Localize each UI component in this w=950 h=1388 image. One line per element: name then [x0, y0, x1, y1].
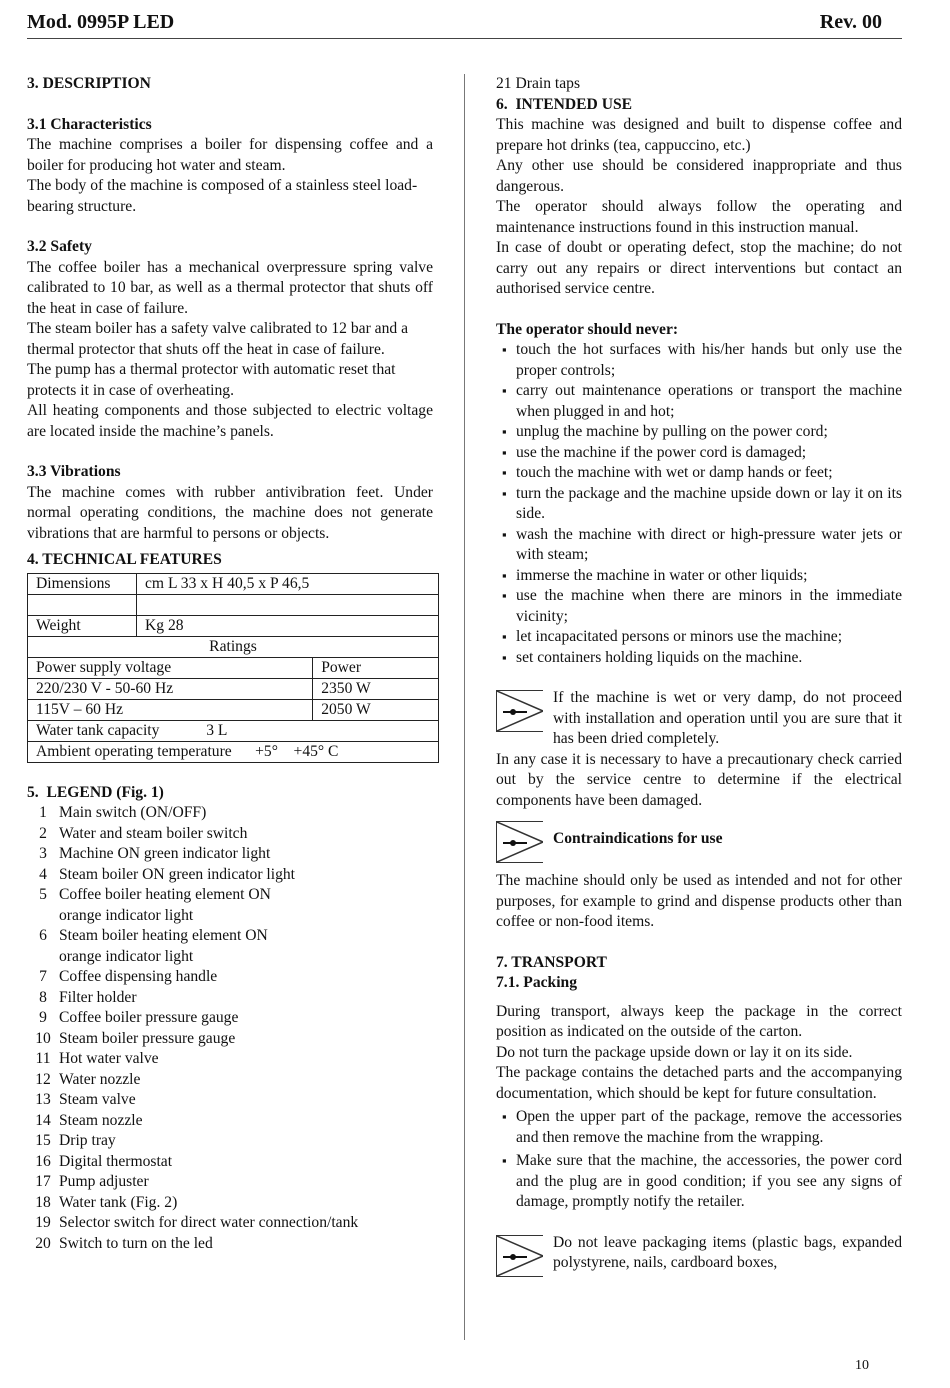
legend-number: 8	[39, 988, 47, 1006]
legend-item	[27, 926, 433, 967]
legend-text: Filter holder	[59, 988, 137, 1006]
legend-item	[27, 1234, 433, 1255]
legend-item	[27, 824, 433, 845]
legend-item	[27, 1029, 433, 1050]
table-row	[28, 573, 439, 594]
table-cell: Dimensions	[28, 573, 137, 594]
paragraph: This machine was designed and built to dispense coffee and prepare hot drinks (tea, cappuccino, etc.)	[496, 116, 902, 154]
table-cell: 2050 W	[313, 699, 439, 720]
section-6-heading: 6. INTENDED USE	[496, 95, 633, 113]
table-row	[28, 699, 439, 720]
legend-number: 10	[35, 1029, 51, 1047]
legend-item	[27, 1172, 433, 1193]
legend-number: 20	[35, 1234, 51, 1252]
table-cell: Power	[313, 657, 439, 678]
paragraph: The pump has a thermal protector with automatic reset that protects it in case of overheating.	[27, 361, 396, 399]
paragraph: The machine comes with rubber antivibration feet. Under normal operating conditions, the machine does not generate vibrations that are harmful to persons or objects.	[27, 483, 433, 542]
table-row	[28, 678, 439, 699]
legend-item	[27, 1090, 433, 1111]
warning-text: Do not leave packaging items (plastic bags, expanded polystyrene, nails, cardboard boxes,	[553, 1233, 902, 1271]
bullet-item: ▪ Make sure that the machine, the accessories, the power cord and the plug are in good condition; if you see any signs of damage, promptly notify the retailer.	[496, 1151, 902, 1213]
paragraph: Any other use should be considered inappropriate and thus dangerous.	[496, 157, 902, 195]
legend-text: Steam boiler ON green indicator light	[59, 865, 296, 883]
never-list	[496, 340, 902, 668]
bullet-item: ▪ carry out maintenance operations or transport the machine when plugged in and hot;	[496, 381, 902, 422]
legend-text: Steam nozzle	[59, 1111, 143, 1129]
legend-item	[27, 967, 433, 988]
legend-text: Steam valve	[59, 1091, 136, 1108]
paragraph: The package contains the detached parts and the accompanying documentation, which should be kept for future consultation.	[496, 1064, 902, 1102]
section-3-2-heading: 3.2 Safety	[27, 238, 92, 255]
legend-text: Main switch (ON/OFF)	[59, 804, 207, 821]
warning-icon	[496, 821, 543, 863]
warning-block	[496, 688, 902, 750]
legend-item	[27, 1111, 433, 1132]
contraindications-heading: Contraindications for use	[553, 830, 723, 847]
paragraph: Do not turn the package upside down or lay it on its side.	[496, 1043, 853, 1061]
legend-number: 15	[35, 1132, 51, 1149]
legend-item-21: 21 Drain taps	[496, 75, 581, 92]
table-cell	[137, 594, 439, 615]
bullet-item: ▪ turn the package and the machine upside down or lay it on its side.	[496, 484, 902, 525]
paragraph: The operator should always follow the operating and maintenance instructions found in this instruction manual.	[496, 198, 902, 236]
legend-text: Digital thermostat	[59, 1152, 173, 1170]
bullet-item: ▪ touch the hot surfaces with his/her hands but only use the proper controls;	[496, 340, 902, 381]
legend-number: 19	[35, 1214, 51, 1231]
legend-number: 2	[39, 824, 47, 842]
legend-item	[27, 1070, 433, 1091]
section-3-heading: 3. DESCRIPTION	[27, 75, 151, 92]
legend-number: 18	[35, 1193, 51, 1211]
table-cell: 2350 W	[313, 678, 439, 699]
warning-block	[496, 1233, 902, 1277]
contraindications-block	[496, 819, 902, 863]
legend-item	[27, 1213, 433, 1234]
legend-text: Selector switch for direct water connection/tank	[59, 1214, 359, 1231]
legend-text: Machine ON green indicator light	[59, 845, 271, 862]
legend-item	[27, 1152, 433, 1173]
legend-item	[27, 1049, 433, 1070]
never-heading: The operator should never:	[496, 320, 679, 338]
legend-text: Water and steam boiler switch	[59, 824, 248, 842]
paragraph: During transport, always keep the package in the correct position as indicated on the outside of the carton.	[496, 1002, 902, 1040]
bullet-item: ▪ use the machine when there are minors in the immediate vicinity;	[496, 586, 902, 627]
legend-number: 5	[39, 886, 47, 903]
legend-item	[27, 1131, 433, 1152]
legend-item	[27, 803, 433, 824]
legend-number: 12	[35, 1070, 51, 1088]
technical-features-table	[27, 573, 439, 763]
right-column	[496, 74, 902, 1277]
section-7-heading: 7. TRANSPORT	[496, 953, 607, 971]
legend-text: Water nozzle	[59, 1070, 141, 1088]
legend-text: Pump adjuster	[59, 1173, 149, 1190]
warning-text: If the machine is wet or very damp, do not proceed with installation and operation until you are sure that it has been dried completely.	[553, 689, 902, 747]
legend-number: 6	[39, 927, 47, 944]
legend-text: Coffee boiler heating element ON orange indicator light	[59, 886, 271, 924]
legend-number: 7	[39, 968, 47, 985]
legend-item	[27, 844, 433, 865]
paragraph: The machine comprises a boiler for dispensing coffee and a boiler for producing hot water and steam.	[27, 136, 433, 174]
legend-number: 11	[35, 1050, 51, 1067]
legend-text: Hot water valve	[59, 1050, 159, 1067]
legend-text: Coffee dispensing handle	[59, 968, 218, 985]
bullet-item: ▪ unplug the machine by pulling on the power cord;	[496, 422, 902, 443]
table-cell: 115V – 60 Hz	[28, 699, 313, 720]
bullet-item: ▪ wash the machine with direct or high-pressure water jets or with steam;	[496, 525, 902, 566]
table-row	[28, 615, 439, 636]
legend-text: Water tank (Fig. 2)	[59, 1193, 178, 1211]
table-cell: Power supply voltage	[28, 657, 313, 678]
bullet-item: ▪ use the machine if the power cord is damaged;	[496, 443, 902, 464]
revision-label: Rev. 00	[819, 11, 882, 33]
legend-number: 17	[35, 1173, 51, 1190]
legend-text: Switch to turn on the led	[59, 1234, 213, 1252]
bullet-item: ▪ immerse the machine in water or other liquids;	[496, 566, 902, 587]
bullet-item: ▪ Open the upper part of the package, remove the accessories and then remove the machine from the wrapping.	[496, 1107, 902, 1148]
section-3-1-heading: 3.1 Characteristics	[27, 115, 152, 133]
legend-number: 4	[39, 865, 47, 883]
legend-number: 13	[35, 1091, 51, 1108]
table-row	[28, 657, 439, 678]
section-4-heading: 4. TECHNICAL FEATURES	[27, 551, 222, 568]
paragraph: In case of doubt or operating defect, stop the machine; do not carry out any repairs or direct interventions but contact an authorised service centre.	[496, 239, 902, 297]
table-row	[28, 720, 439, 741]
table-cell: 220/230 V - 50-60 Hz	[28, 678, 313, 699]
legend-text: Steam boiler pressure gauge	[59, 1029, 236, 1047]
table-cell: Ambient operating temperature +5° +45° C	[28, 741, 439, 762]
section-7-1-heading: 7.1. Packing	[496, 974, 578, 991]
legend-text: Drip tray	[59, 1132, 116, 1149]
legend-number: 1	[39, 804, 47, 821]
table-row	[28, 636, 439, 657]
table-cell	[28, 594, 137, 615]
paragraph: The coffee boiler has a mechanical overpressure spring valve calibrated to 10 bar, as well as a thermal protector that shuts off the heat in case of failure.	[27, 258, 433, 317]
legend-number: 14	[35, 1111, 51, 1129]
bullet-item: ▪ touch the machine with wet or damp hands or feet;	[496, 463, 902, 484]
paragraph: The steam boiler has a safety valve calibrated to 12 bar and a thermal protector that shuts off the heat in case of failure.	[27, 320, 409, 358]
legend-number: 3	[39, 845, 47, 862]
section-3-3-heading: 3.3 Vibrations	[27, 463, 121, 480]
paragraph: The machine should only be used as intended and not for other purposes, for example to grind and dispense products other than coffee or non-food items.	[496, 872, 902, 930]
warning-icon	[496, 690, 543, 732]
legend-item	[27, 1008, 433, 1029]
legend-item	[27, 1193, 433, 1214]
legend-number: 9	[39, 1009, 47, 1026]
legend-text: Coffee boiler pressure gauge	[59, 1009, 239, 1026]
model-label: Mod. 0995P LED	[27, 11, 175, 33]
left-column	[27, 74, 433, 1254]
paragraph: In any case it is necessary to have a precautionary check carried out by the service centre to determine if the electrical components have been damaged.	[496, 750, 902, 809]
paragraph: All heating components and those subjected to electric voltage are located inside the machine’s panels.	[27, 402, 433, 440]
bullet-item: ▪ let incapacitated persons or minors use the machine;	[496, 627, 902, 648]
table-cell: Ratings	[28, 636, 439, 657]
table-cell: Water tank capacity 3 L	[28, 720, 439, 741]
bullet-item: ▪ set containers holding liquids on the machine.	[496, 648, 902, 669]
section-5-heading: 5. LEGEND (Fig. 1)	[27, 783, 164, 801]
table-cell: Weight	[28, 615, 137, 636]
column-divider	[464, 74, 465, 1340]
page-number: 10	[855, 1358, 869, 1373]
table-cell: Kg 28	[137, 615, 439, 636]
paragraph: The body of the machine is composed of a stainless steel load-bearing structure.	[27, 177, 418, 215]
legend-number: 16	[35, 1152, 51, 1170]
legend-item	[27, 885, 433, 926]
legend-text: Steam boiler heating element ON orange indicator light	[59, 927, 268, 965]
legend-item	[27, 988, 433, 1009]
table-row	[28, 594, 439, 615]
table-cell: cm L 33 x H 40,5 x P 46,5	[137, 573, 439, 594]
table-row	[28, 741, 439, 762]
warning-icon	[496, 1235, 543, 1277]
legend-item	[27, 865, 433, 886]
page-header	[27, 10, 902, 39]
legend-list	[27, 803, 433, 1254]
